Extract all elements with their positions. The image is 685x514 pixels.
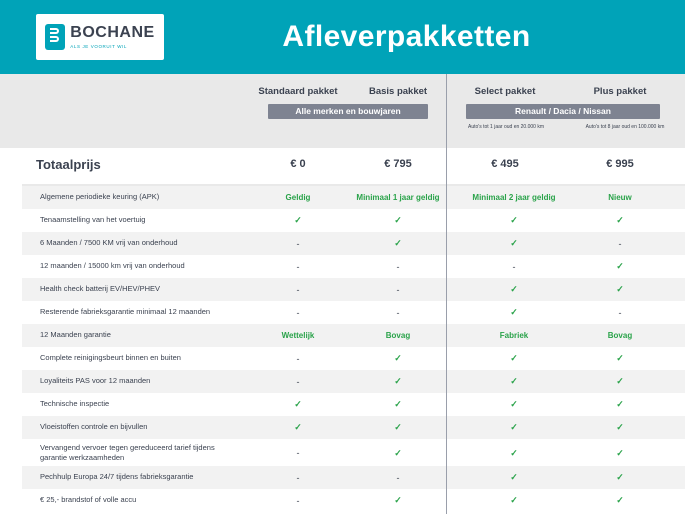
total-price-label: Totaalprijs bbox=[36, 157, 101, 172]
cell-plus: ✓ bbox=[616, 261, 624, 271]
bochane-b-icon bbox=[45, 24, 65, 50]
package-note-select: Auto's tot 1 jaar oud en 20.000 km bbox=[467, 124, 544, 130]
total-price-basis: € 795 bbox=[384, 158, 412, 170]
cell-basis: - bbox=[396, 261, 400, 272]
table-row bbox=[0, 393, 685, 416]
feature-label: Vloeistoffen controle en bijvullen bbox=[40, 422, 148, 432]
cell-plus: - bbox=[618, 238, 622, 249]
group-bar-right: Renault / Dacia / Nissan bbox=[466, 104, 660, 119]
cell-select: ✓ bbox=[510, 353, 518, 363]
cell-plus: ✓ bbox=[616, 399, 624, 409]
package-name-standaard: Standaard pakket bbox=[258, 86, 338, 97]
cell-select: ✓ bbox=[510, 448, 518, 458]
cell-select: ✓ bbox=[510, 422, 518, 432]
cell-plus: ✓ bbox=[616, 472, 624, 482]
package-name-basis: Basis pakket bbox=[368, 86, 428, 97]
cell-select: ✓ bbox=[510, 215, 518, 225]
feature-label: Health check batterij EV/HEV/PHEV bbox=[40, 284, 161, 294]
cell-basis: - bbox=[396, 284, 400, 295]
feature-label: € 25,- brandstof of volle accu bbox=[40, 495, 137, 505]
table-row bbox=[0, 209, 685, 232]
cell-select: ✓ bbox=[510, 399, 518, 409]
feature-label: 12 maanden / 15000 km vrij van onderhoud bbox=[40, 261, 185, 271]
cell-plus: - bbox=[618, 307, 622, 318]
table-row bbox=[0, 466, 685, 489]
cell-plus: ✓ bbox=[616, 284, 624, 294]
table-row bbox=[0, 301, 685, 324]
feature-table bbox=[0, 186, 685, 512]
cell-basis: ✓ bbox=[394, 399, 402, 409]
cell-plus: ✓ bbox=[616, 422, 624, 432]
table-row bbox=[0, 416, 685, 439]
cell-plus: ✓ bbox=[616, 353, 624, 363]
cell-select: Fabriek bbox=[499, 331, 529, 340]
cell-plus: Nieuw bbox=[608, 193, 632, 202]
cell-standaard: - bbox=[296, 261, 300, 272]
logo-wordmark: BOCHANE bbox=[70, 24, 155, 42]
cell-standaard: - bbox=[296, 238, 300, 249]
cell-standaard: - bbox=[296, 472, 300, 483]
feature-label: Loyaliteits PAS voor 12 maanden bbox=[40, 376, 151, 386]
cell-standaard: - bbox=[296, 376, 300, 387]
cell-select: ✓ bbox=[510, 495, 518, 505]
cell-basis: ✓ bbox=[394, 353, 402, 363]
cell-basis: Minimaal 1 jaar geldig bbox=[356, 193, 440, 202]
feature-label: 12 Maanden garantie bbox=[40, 330, 111, 340]
cell-standaard: - bbox=[296, 495, 300, 506]
cell-select: ✓ bbox=[510, 307, 518, 317]
total-price-select: € 495 bbox=[491, 158, 519, 170]
table-row bbox=[0, 370, 685, 393]
table-row bbox=[0, 255, 685, 278]
cell-basis: ✓ bbox=[394, 215, 402, 225]
feature-label: Technische inspectie bbox=[40, 399, 110, 409]
table-row bbox=[0, 278, 685, 301]
package-header-band bbox=[0, 74, 685, 148]
package-note-plus: Auto's tot 8 jaar oud en 100.000 km bbox=[585, 124, 665, 130]
cell-select: ✓ bbox=[510, 376, 518, 386]
package-name-plus: Plus pakket bbox=[593, 86, 647, 97]
total-price-plus: € 995 bbox=[606, 158, 634, 170]
cell-standaard: - bbox=[296, 353, 300, 364]
cell-basis: ✓ bbox=[394, 376, 402, 386]
table-row bbox=[0, 489, 685, 512]
group-divider bbox=[446, 74, 447, 514]
total-price-standaard: € 0 bbox=[290, 158, 306, 170]
table-row bbox=[0, 439, 685, 466]
bochane-logo bbox=[36, 14, 164, 60]
table-row bbox=[0, 324, 685, 347]
feature-label: Complete reinigingsbeurt binnen en buiten bbox=[40, 353, 181, 363]
table-row bbox=[0, 186, 685, 209]
feature-label: Vervangend vervoer tegen gereduceerd tarief tijdens garantie werkzaamheden bbox=[40, 443, 215, 463]
cell-standaard: ✓ bbox=[294, 399, 302, 409]
page-title: Afleverpakketten bbox=[282, 20, 531, 53]
cell-basis: - bbox=[396, 307, 400, 318]
cell-plus: ✓ bbox=[616, 376, 624, 386]
cell-basis: ✓ bbox=[394, 238, 402, 248]
cell-select: - bbox=[512, 261, 516, 272]
cell-standaard: - bbox=[296, 307, 300, 318]
cell-select: Minimaal 2 jaar geldig bbox=[472, 193, 556, 202]
feature-label: Algemene periodieke keuring (APK) bbox=[40, 192, 160, 202]
cell-select: ✓ bbox=[510, 284, 518, 294]
cell-standaard: Geldig bbox=[285, 193, 311, 202]
package-name-select: Select pakket bbox=[474, 86, 536, 97]
total-price-row bbox=[0, 148, 685, 186]
cell-basis: ✓ bbox=[394, 495, 402, 505]
table-row bbox=[0, 232, 685, 255]
feature-label: 6 Maanden / 7500 KM vrij van onderhoud bbox=[40, 238, 178, 248]
cell-standaard: ✓ bbox=[294, 422, 302, 432]
cell-basis: ✓ bbox=[394, 422, 402, 432]
cell-standaard: ✓ bbox=[294, 215, 302, 225]
feature-label: Tenaamstelling van het voertuig bbox=[40, 215, 146, 225]
cell-select: ✓ bbox=[510, 472, 518, 482]
page-header bbox=[0, 0, 685, 74]
cell-basis: ✓ bbox=[394, 448, 402, 458]
cell-plus: ✓ bbox=[616, 495, 624, 505]
logo-tagline: ALS JE VOORUIT WIL bbox=[70, 43, 128, 49]
feature-label: Pechhulp Europa 24/7 tijdens fabrieksgarantie bbox=[40, 472, 194, 482]
cell-plus: ✓ bbox=[616, 215, 624, 225]
cell-basis: - bbox=[396, 472, 400, 483]
cell-plus: ✓ bbox=[616, 448, 624, 458]
left-white-strip bbox=[0, 148, 22, 514]
table-row bbox=[0, 347, 685, 370]
cell-basis: Bovag bbox=[385, 331, 411, 340]
cell-plus: Bovag bbox=[607, 331, 633, 340]
group-bar-left: Alle merken en bouwjaren bbox=[268, 104, 428, 119]
cell-select: ✓ bbox=[510, 238, 518, 248]
cell-standaard: - bbox=[296, 448, 300, 458]
cell-standaard: - bbox=[296, 284, 300, 295]
feature-label: Resterende fabrieksgarantie minimaal 12 maanden bbox=[40, 307, 211, 317]
cell-standaard: Wettelijk bbox=[281, 331, 315, 340]
